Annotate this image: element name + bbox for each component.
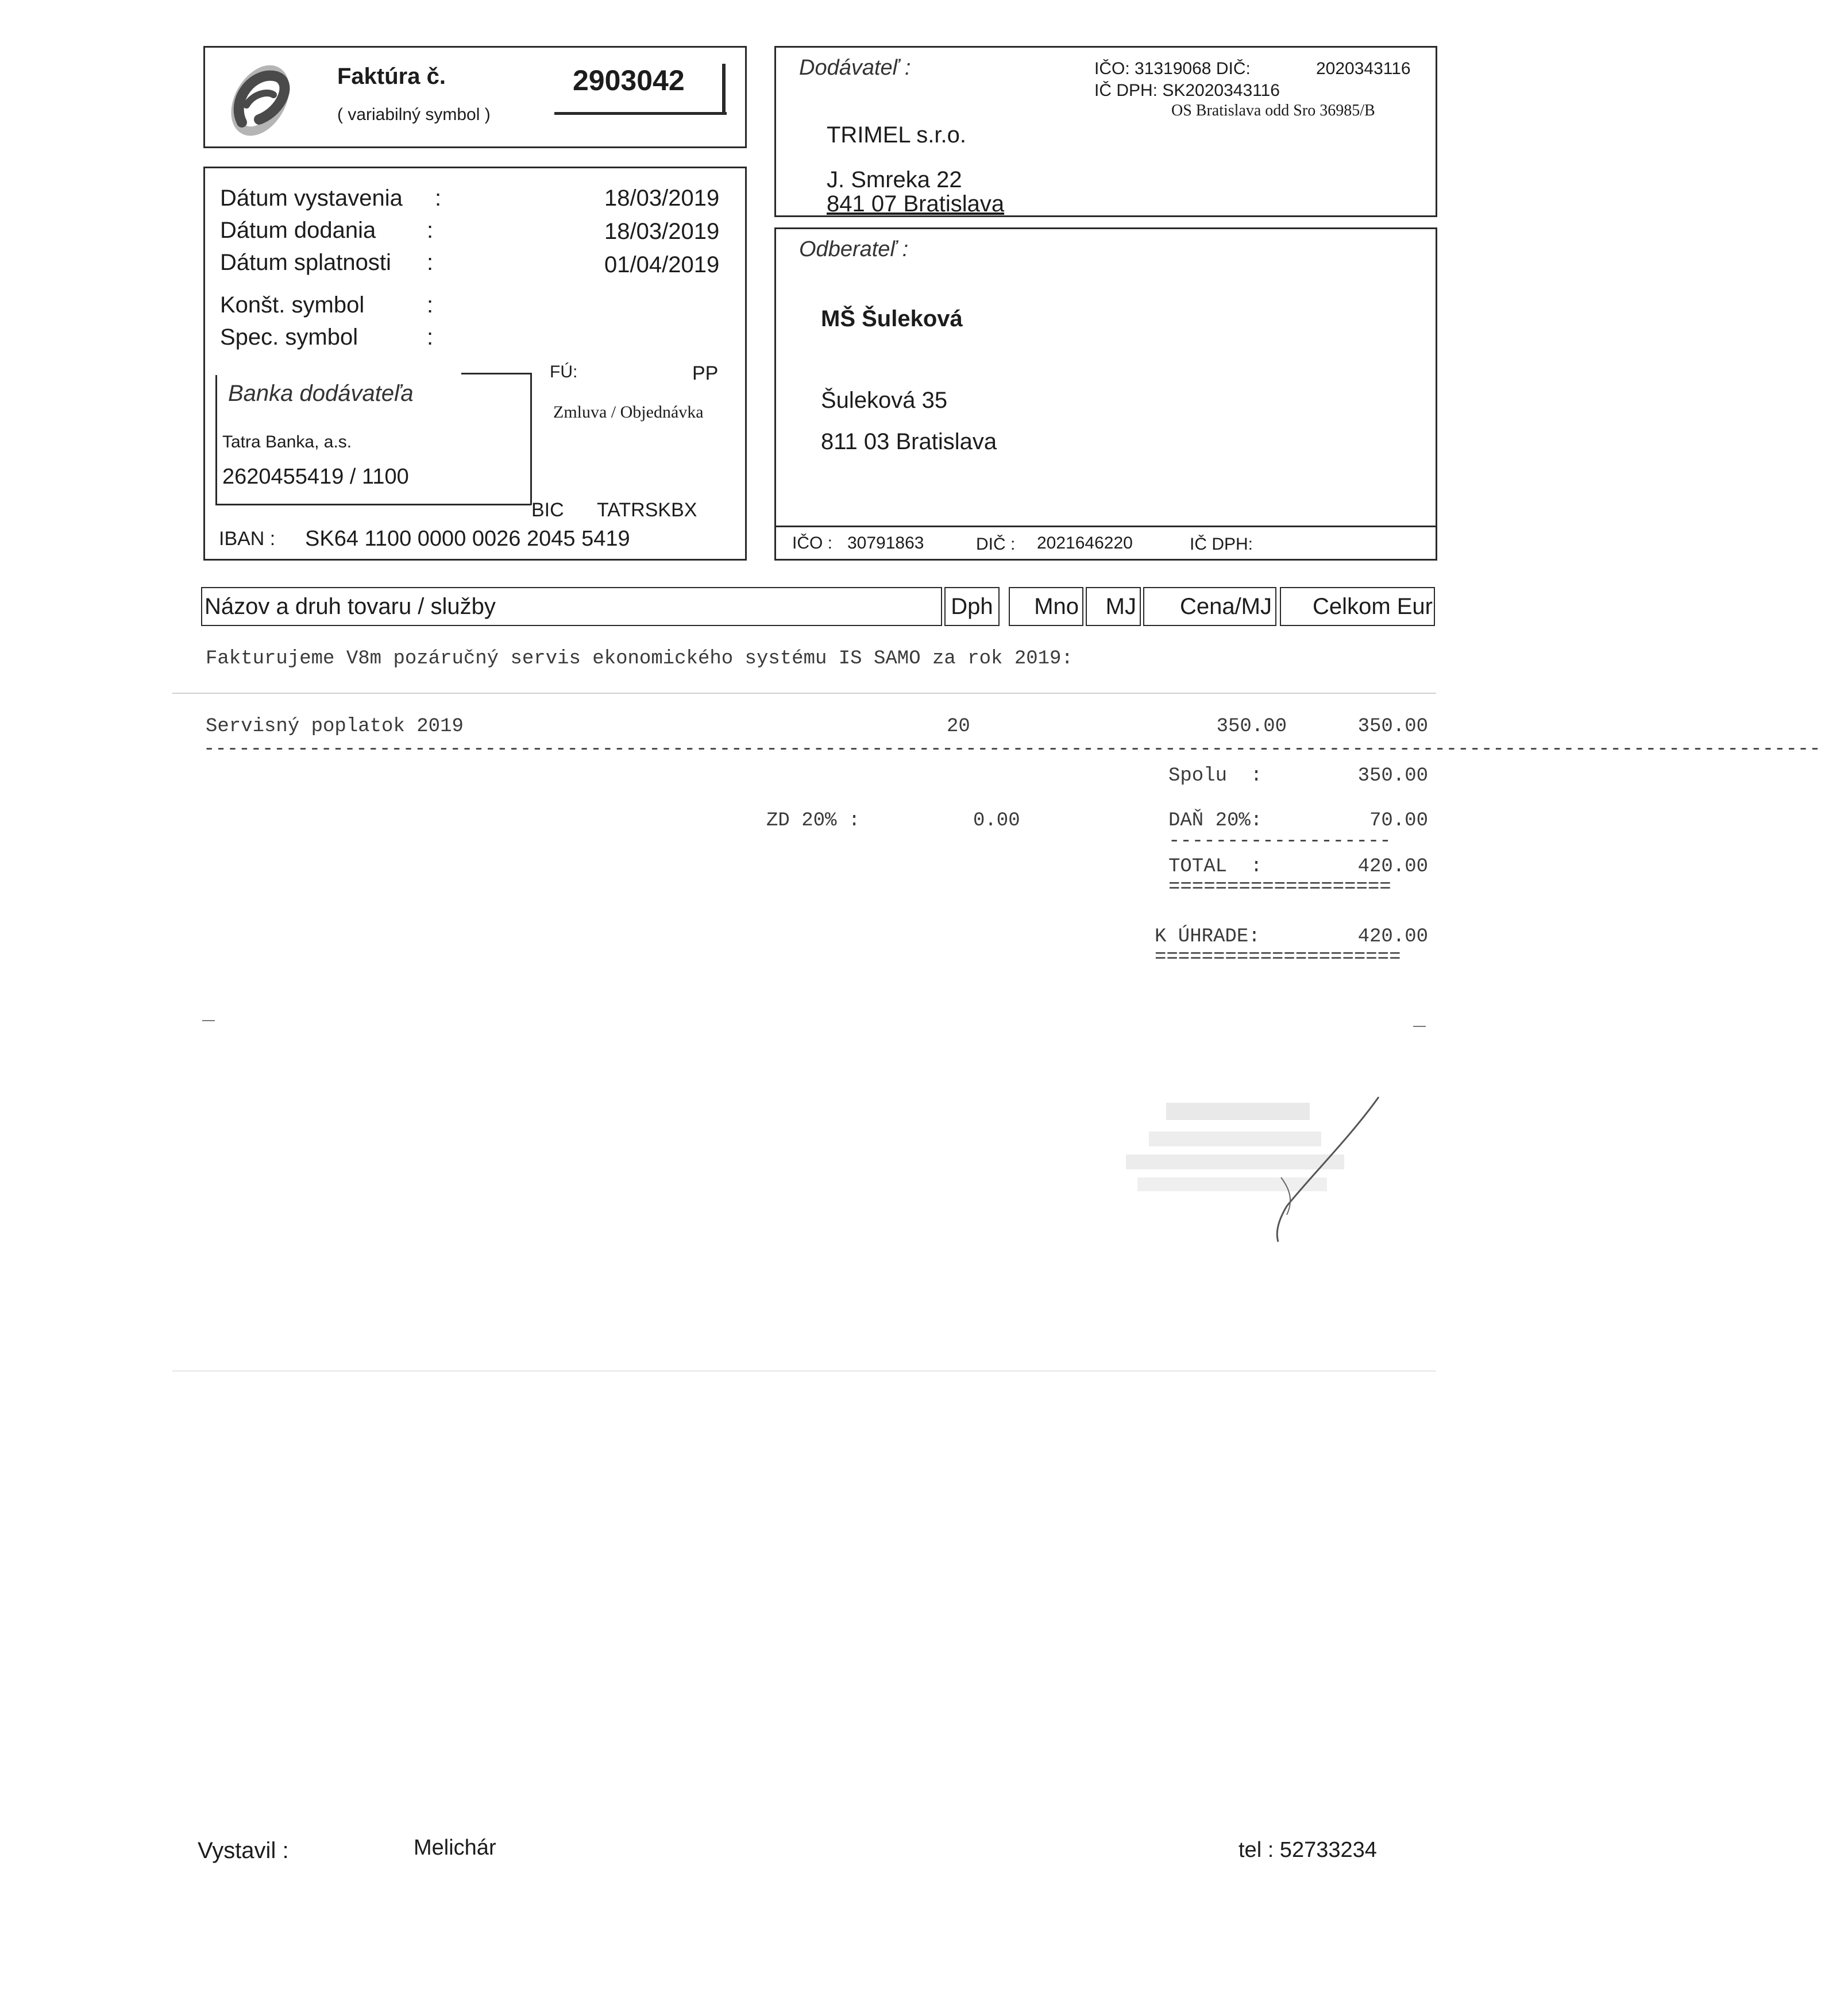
const-symbol-label: Konšt. symbol [220,292,365,318]
item-total: 350.00 [1357,716,1428,737]
tax-office-value: PP [692,362,719,384]
issued-by-label: Vystavil : [198,1838,289,1863]
company-stamp-signature [1080,1091,1402,1252]
dates-bank-box: Dátum vystavenia : 18/03/2019 Dátum dodania : 18/03/2019 Dátum splatnosti : 01/04/2019 Konšt. symbol : Spec. symbol : Banka dodávateľa Tatra Banka, a.s. 2620455419 / 1100 FÚ: PP Zmluva / Objednávka BIC TATRSKBX IBAN : SK64 1100 0000 0026 2045 5419 [203,167,747,561]
bank-account: 2620455419 / 1100 [222,465,409,489]
col-header-total: Celkom Eur [1280,587,1435,626]
items-intro: Fakturujeme V8m pozáručný servis ekonomického systému IS SAMO za rok 2019: [206,648,1073,670]
customer-dic-label: DIČ : [976,535,1016,554]
customer-icdph-label: IČ DPH: [1190,535,1253,554]
customer-ico-label: IČO : [792,534,833,553]
bank-heading: Banka dodávateľa [228,381,414,406]
date-delivered-label: Dátum dodania [220,218,376,243]
bic-label: BIC [531,499,564,521]
customer-ico: 30791863 [847,534,924,553]
totals-dash: ------------------- [1168,831,1391,852]
tax-office-label: FÚ: [550,362,578,381]
variable-symbol-note: ( variabilný symbol ) [337,105,491,124]
customer-heading: Odberateľ : [799,237,909,261]
iban-value: SK64 1100 0000 0026 2045 5419 [305,527,630,551]
tax-base-label: ZD 20% : [766,810,861,832]
bank-name: Tatra Banka, a.s. [222,432,352,451]
bic-value: TATRSKBX [597,499,697,521]
total-value: 420.00 [1357,856,1428,878]
supplier-box [774,46,1437,217]
supplier-city: 841 07 Bratislava [827,191,1005,217]
customer-city: 811 03 Bratislava [821,429,997,454]
totals-equals: =================== [1168,876,1391,898]
col-header-name: Názov a druh tovaru / služby [201,587,942,626]
supplier-icdph: IČ DPH: SK2020343116 [1094,81,1280,100]
col-header-dph: Dph [944,587,1000,626]
amount-due-label: K ÚHRADE: [1155,926,1260,948]
vat-label: DAŇ 20%: [1168,810,1263,832]
invoice-header-box [203,46,747,148]
item-dph: 20 [947,716,970,737]
supplier-dic: 2020343116 [1316,59,1411,78]
date-delivered-value: 18/03/2019 [604,219,720,244]
issued-by-name: Melichár [414,1836,496,1860]
tax-base-value: 0.00 [973,810,1020,832]
supplier-register: OS Bratislava odd Sro 36985/B [1171,102,1375,119]
col-header-price: Cena/MJ [1143,587,1276,626]
invoice-number: 2903042 [573,64,685,96]
customer-box [774,227,1437,561]
supplier-name: TRIMEL s.r.o. [827,122,967,148]
supplier-street: J. Smreka 22 [827,167,962,192]
total-label: TOTAL : [1168,856,1263,878]
supplier-ico: IČO: 31319068 DIČ: [1094,59,1251,78]
amount-due-equals: ===================== [1155,947,1401,968]
items-separator: ------------------------------------------------------------------------------------------------------------------------------------------ [203,739,1821,760]
date-issued-value: 18/03/2019 [604,186,720,211]
subtotal-label: Spolu : [1168,765,1263,787]
iban-label: IBAN : [219,528,276,550]
date-due-value: 01/04/2019 [604,252,720,277]
col-header-unit: MJ [1086,587,1141,626]
footer-telephone: tel : 52733234 [1239,1838,1377,1862]
invoice-title: Faktúra č. [337,64,446,89]
col-header-qty: Mno [1009,587,1083,626]
customer-street: Šuleková 35 [821,388,948,413]
contract-order-label: Zmluva / Objednávka [553,403,704,422]
item-name: Servisný poplatok 2019 [206,716,464,737]
item-price: 350.00 [1216,716,1287,737]
amount-due-value: 420.00 [1357,926,1428,948]
customer-dic: 2021646220 [1037,534,1133,553]
subtotal-value: 350.00 [1357,765,1428,787]
spec-symbol-label: Spec. symbol [220,325,358,350]
company-logo-icon [219,59,299,140]
vat-value: 70.00 [1369,810,1428,832]
date-issued-label: Dátum vystavenia [220,186,403,211]
supplier-heading: Dodávateľ : [799,56,911,80]
customer-name: MŠ Šuleková [821,306,963,331]
date-due-label: Dátum splatnosti [220,250,391,275]
